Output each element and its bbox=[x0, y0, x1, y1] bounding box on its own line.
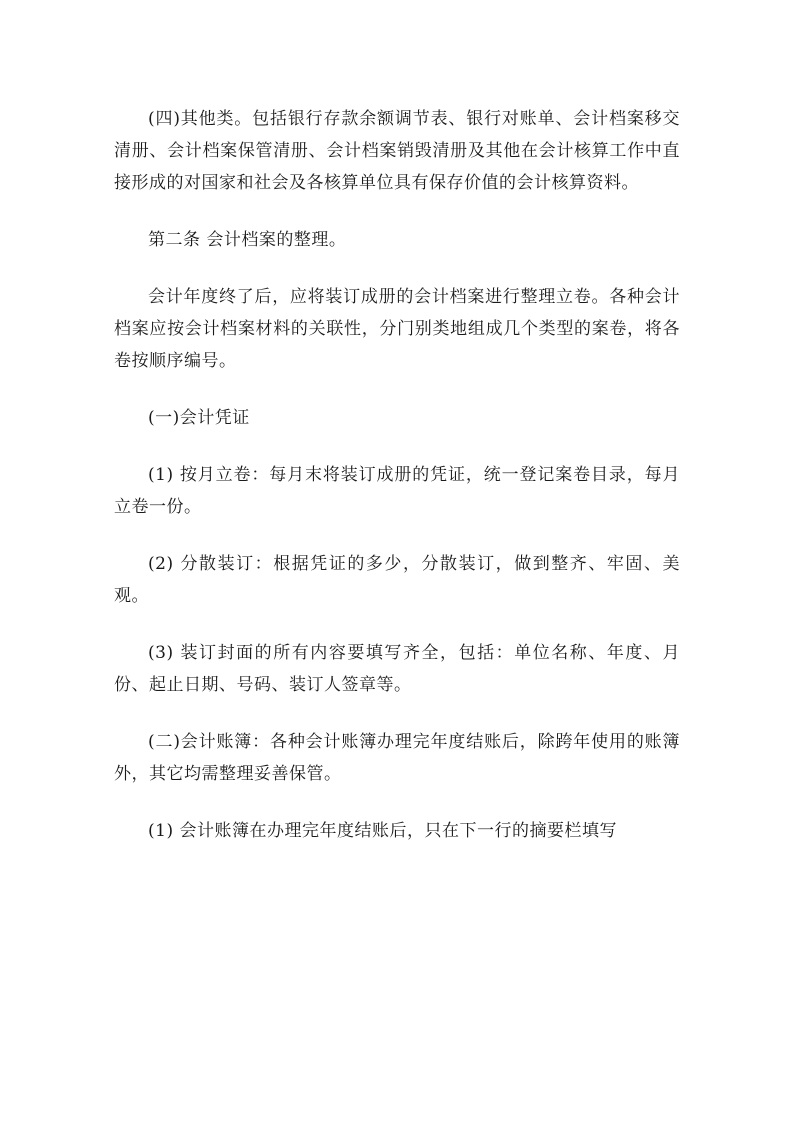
paragraph-archive-organizing: 会计年度终了后，应将装订成册的会计档案进行整理立卷。各种会计档案应按会计档案材料的关联性，分门别类地组成几个类型的案卷，将各卷按顺序编号。 bbox=[114, 287, 680, 371]
article-heading: 第二条 会计档案的整理。 bbox=[148, 230, 347, 250]
paragraph-other-category: (四)其他类。包括银行存款余额调节表、银行对账单、会计档案移交清册、会计档案保管清册、会计档案销毁清册及其他在会计核算工作中直接形成的对国家和社会及各核算单位具有保存价值的会计核算资料。 bbox=[114, 109, 680, 193]
section-heading-vouchers: (一)会计凭证 bbox=[148, 408, 250, 428]
list-item-monthly-filing: (1) 按月立卷：每月末将装订成册的凭证，统一登记案卷目录，每月立卷一份。 bbox=[114, 465, 680, 517]
list-item-binding: (2) 分散装订：根据凭证的多少，分散装订，做到整齐、牢固、美观。 bbox=[114, 554, 680, 606]
section-heading-ledgers: (二)会计账簿：各种会计账簿办理完年度结账后，除跨年使用的账簿外，其它均需整理妥善保管。 bbox=[114, 732, 680, 784]
list-item-cover-info: (3) 装订封面的所有内容要填写齐全，包括：单位名称、年度、月份、起止日期、号码、装订人签章等。 bbox=[114, 643, 680, 695]
list-item-ledger-closing: (1) 会计账簿在办理完年度结账后，只在下一行的摘要栏填写 bbox=[148, 821, 617, 841]
document-body bbox=[114, 103, 680, 847]
